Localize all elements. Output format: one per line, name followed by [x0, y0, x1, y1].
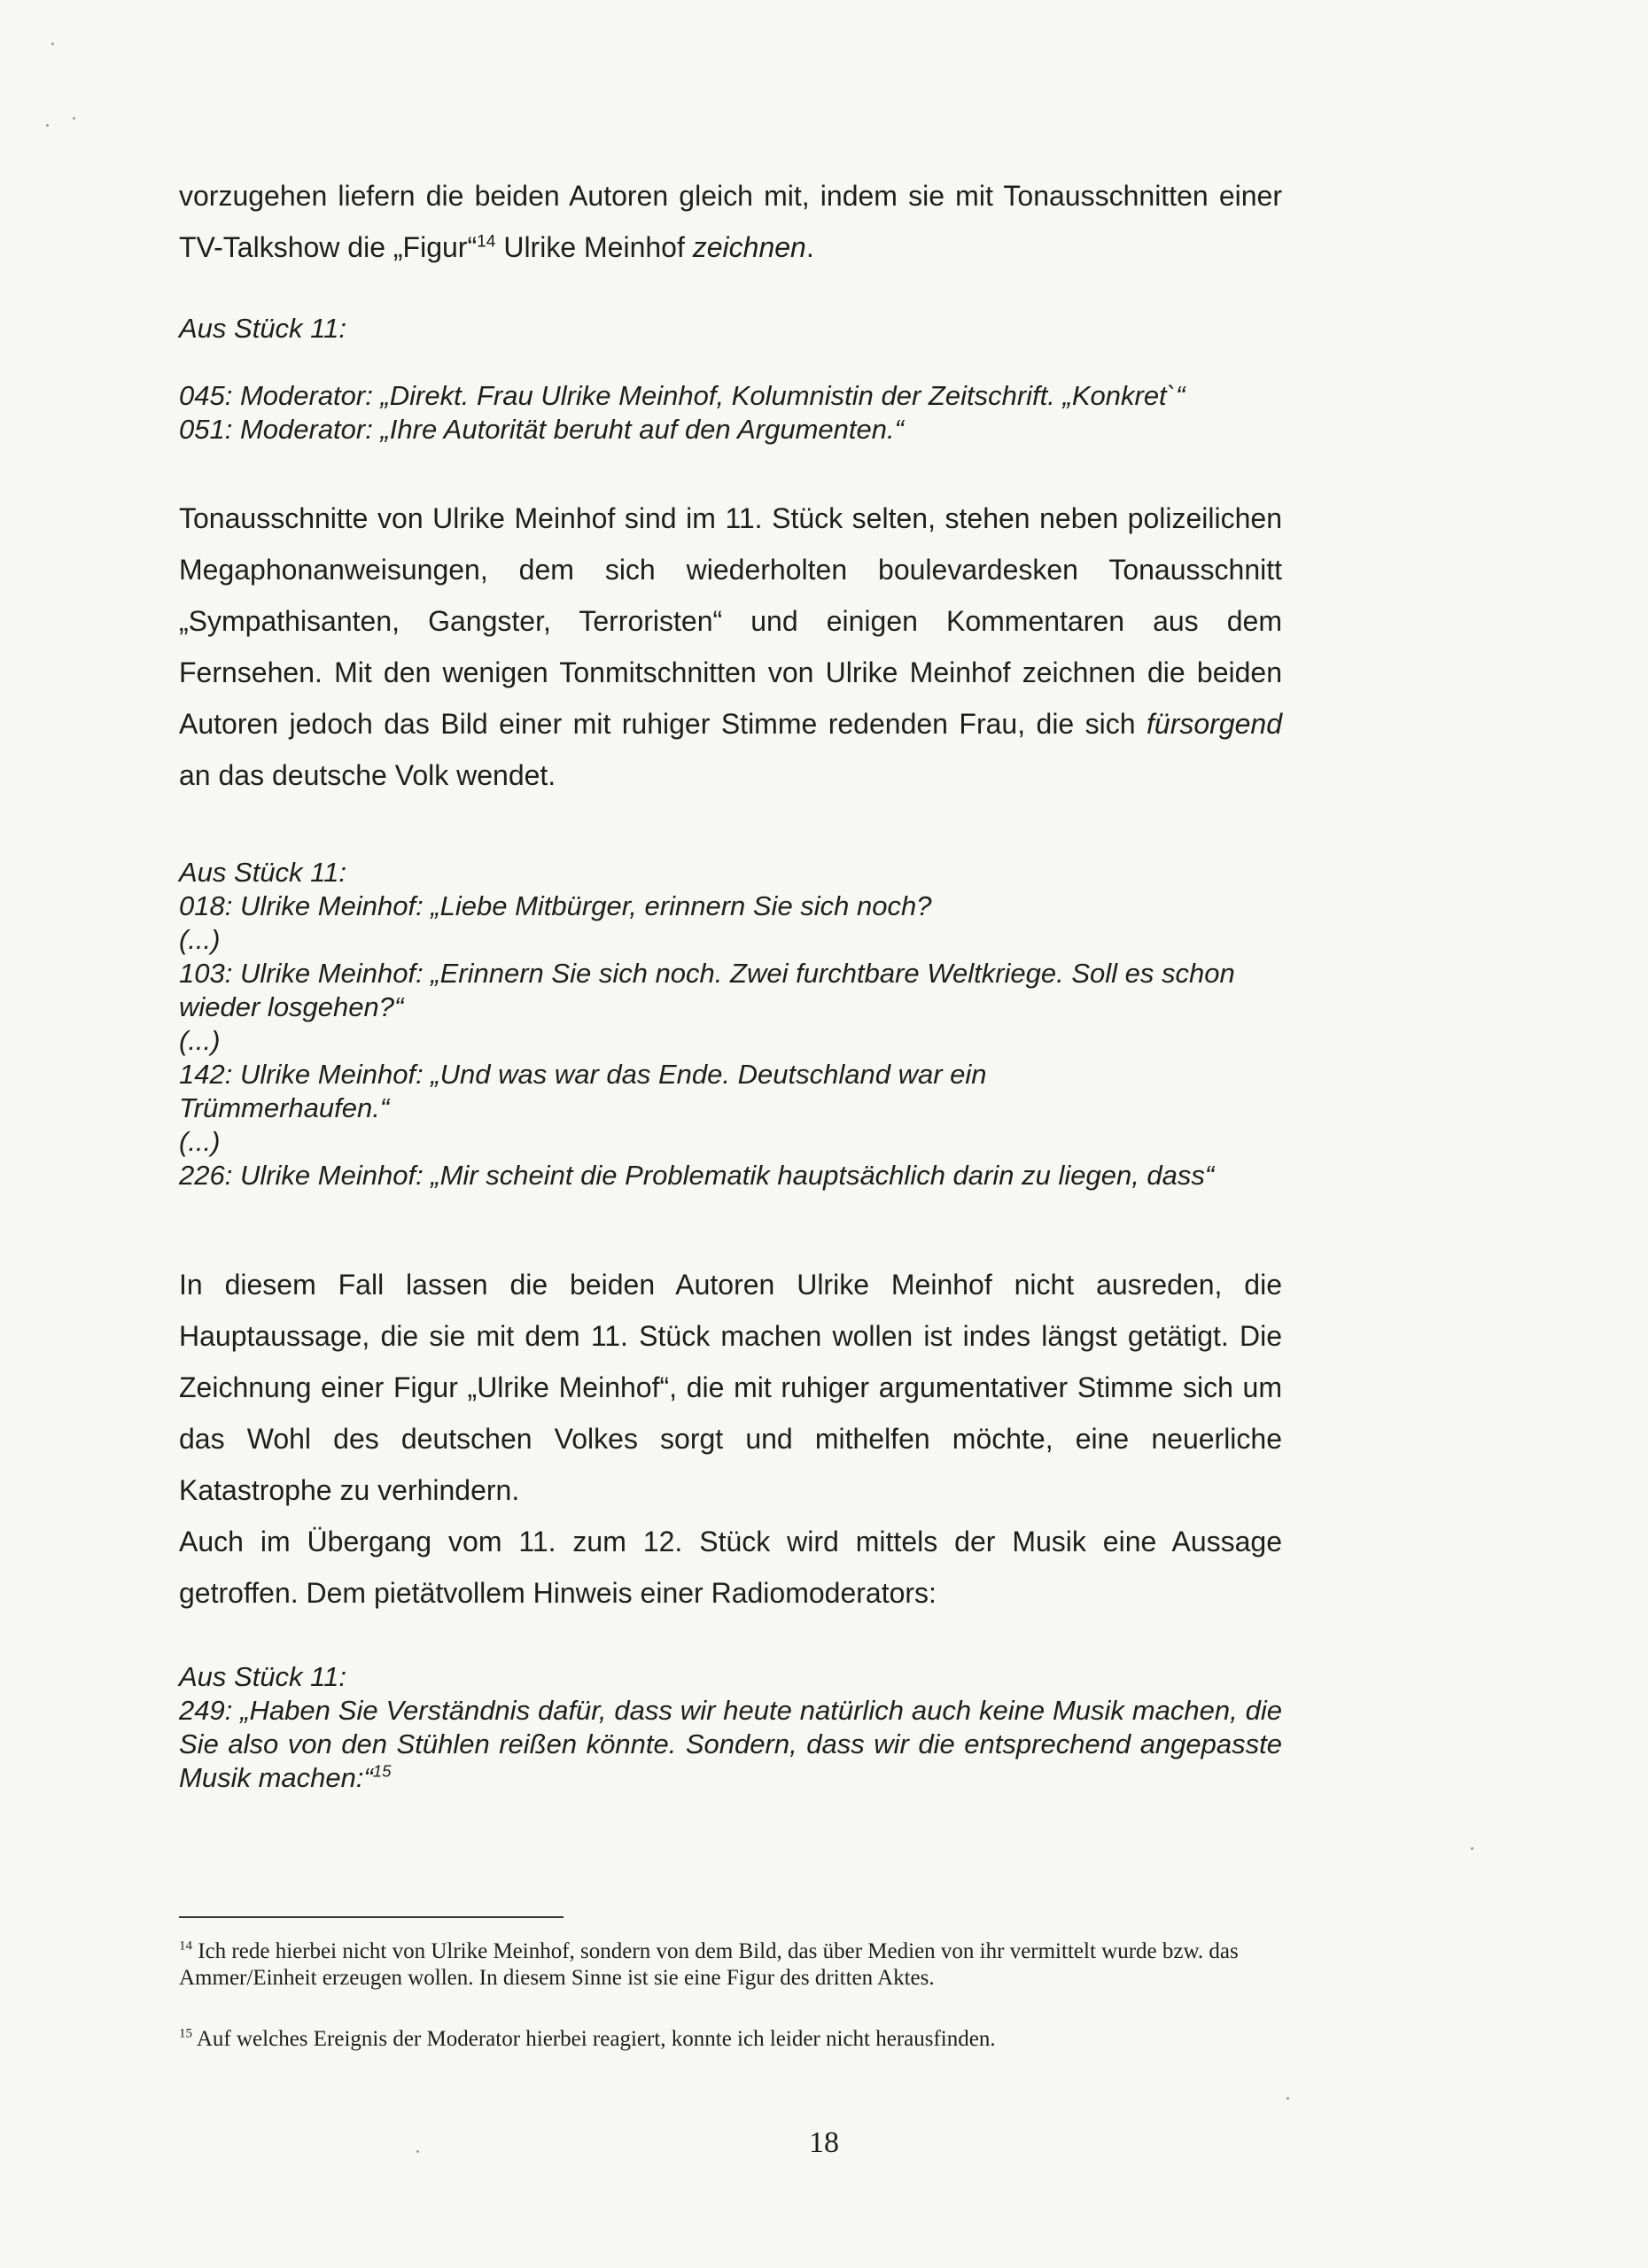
paragraph-text: vorzugehen liefern die beiden Autoren gleich mit, indem sie mit Tonausschnitten einer TV-Talkshow die „Figur“: [179, 180, 1282, 263]
scan-speck: [416, 2150, 419, 2153]
paragraph-text: an das deutsche Volk wendet.: [179, 759, 556, 791]
quote-block-3: [179, 1660, 1282, 1795]
quote-block-2: [179, 856, 1282, 1192]
footnote-ref-15[interactable]: 15: [372, 1761, 392, 1781]
paragraph-text: .: [805, 231, 814, 263]
quote-text: 249: „Haben Sie Verständnis dafür, dass wir heute natürlich auch keine Musik machen, die Sie also von den Stühlen reißen könnte. Sondern, dass wir die entsprechend angepasste Musik machen:“: [179, 1695, 1282, 1793]
quote-ellipsis: (...): [179, 1025, 221, 1056]
paragraph-2: [179, 493, 1282, 801]
quote-block-1: [179, 312, 1282, 447]
quote-line: [179, 1694, 1282, 1795]
paragraph-4: Auch im Übergang vom 11. zum 12. Stück wird mittels der Musik eine Aussage getroffen. Dem pietätvollem Hinweis einer Radiomoderators:: [179, 1526, 1282, 1609]
quote-line: 051: Moderator: „Ihre Autorität beruht auf den Argumenten.“: [179, 414, 904, 445]
scan-speck: [1471, 1847, 1473, 1850]
quote-line: 018: Ulrike Meinhof: „Liebe Mitbürger, erinnern Sie sich noch?: [179, 890, 932, 921]
paragraph-text: Ulrike Meinhof: [495, 231, 693, 263]
quote-ellipsis: (...): [179, 1126, 221, 1157]
footnote-text: Auf welches Ereignis der Moderator hierbei reagiert, konnte ich leider nicht herausfinden.: [192, 2027, 996, 2051]
footnote-number: 14: [179, 1938, 192, 1953]
scan-speck: [51, 43, 54, 45]
footnote-number: 15: [179, 2026, 192, 2041]
italic-term: zeichnen: [692, 231, 806, 263]
paragraph-intro: [179, 170, 1282, 273]
scan-speck: [46, 124, 49, 127]
quote-line: 226: Ulrike Meinhof: „Mir scheint die Problematik hauptsächlich darin zu liegen, dass“: [179, 1160, 1215, 1191]
footnote-text: Ich rede hierbei nicht von Ulrike Meinhof, sondern von dem Bild, das über Medien von ihr vermittelt wurde bzw. das Ammer/Einheit erzeugen wollen. In diesem Sinne ist sie eine Figur des dritten Aktes.: [179, 1939, 1239, 1990]
quote-line: 103: Ulrike Meinhof: „Erinnern Sie sich noch. Zwei furchtbare Weltkriege. Soll es schon wieder losgehen?“: [179, 958, 1235, 1022]
footnote-15: [179, 2026, 1282, 2053]
paragraph-text: Tonausschnitte von Ulrike Meinhof sind im 11. Stück selten, stehen neben polizeilichen Megaphonanweisungen, dem sich wiederholten boulevardesken Tonausschnitt „Sympathisanten, Gangster, Terroristen“ und einigen Kommentaren aus dem Fernsehen. Mit den wenigen Tonmitschnitten von Ulrike Meinhof zeichnen die beiden Autoren jedoch das Bild einer mit ruhiger Stimme redenden Frau, die sich: [179, 502, 1282, 740]
page-number: 18: [809, 2126, 839, 2159]
footnote-separator: [179, 1916, 564, 1918]
scan-speck: [1287, 2097, 1289, 2100]
quote-ellipsis: (...): [179, 924, 221, 955]
footnote-14: [179, 1938, 1282, 1992]
quote-heading: Aus Stück 11:: [179, 313, 346, 344]
paragraph-3: In diesem Fall lassen die beiden Autoren Ulrike Meinhof nicht ausreden, die Hauptaussage, die sie mit dem 11. Stück machen wollen ist indes längst getätigt. Die Zeichnung einer Figur „Ulrike Meinhof“, die mit ruhiger argumentativer Stimme sich um das Wohl des deutschen Volkes sorgt und mithelfen möchte, eine neuerliche Katastrophe zu verhindern.: [179, 1269, 1282, 1506]
quote-line: 142: Ulrike Meinhof: „Und was war das Ende. Deutschland war ein Trümmerhaufen.“: [179, 1059, 987, 1123]
quote-heading: Aus Stück 11:: [179, 857, 346, 888]
footnote-ref-14[interactable]: 14: [477, 232, 496, 252]
italic-term: fürsorgend: [1147, 708, 1282, 740]
quote-line: 045: Moderator: „Direkt. Frau Ulrike Meinhof, Kolumnistin der Zeitschrift. „Konkret`“: [179, 380, 1185, 411]
scan-speck: [73, 117, 75, 120]
quote-heading: Aus Stück 11:: [179, 1661, 346, 1692]
